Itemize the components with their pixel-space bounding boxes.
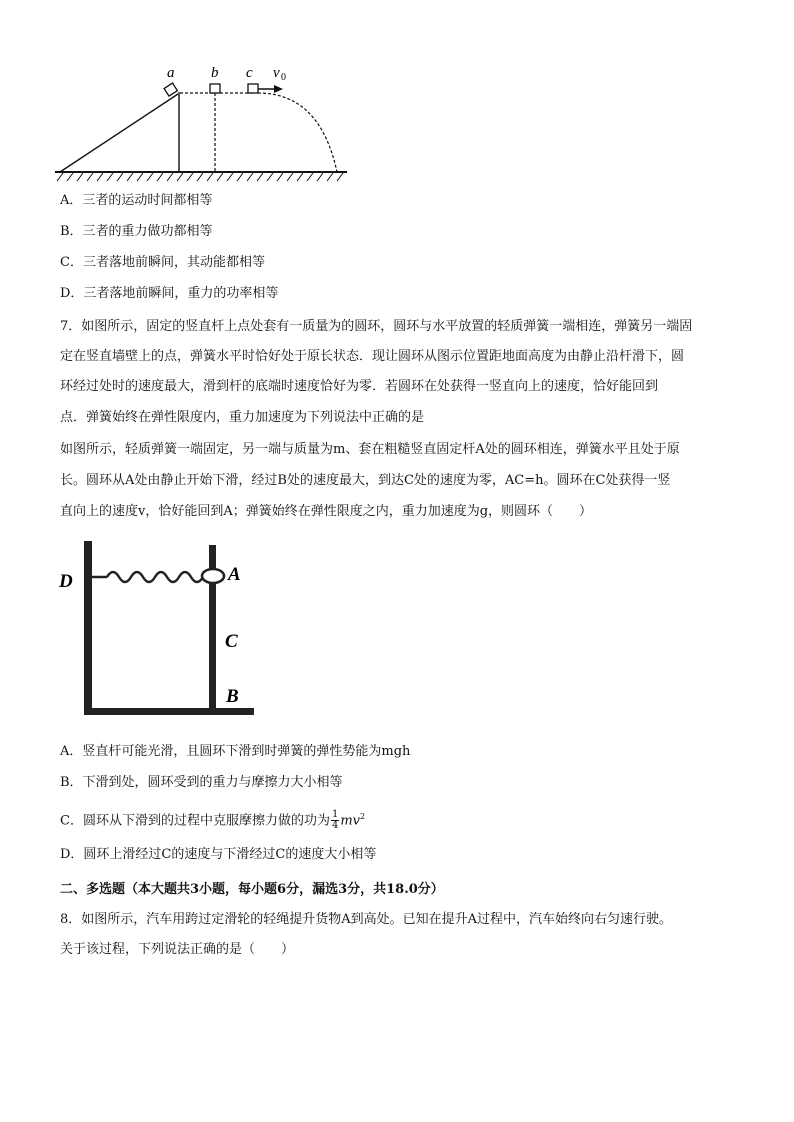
q7-stem-line-4: 点．弹簧始终在弹性限度内，重力加速度为下列说法中正确的是 [60, 410, 425, 425]
q7-option-a: A．竖直杆可能光滑，且圆环下滑到时弹簧的弹性势能为mgh [60, 744, 411, 759]
q7-option-c-expr: mv [340, 813, 360, 829]
q7-alt-line-1: 如图所示，轻质弹簧一端固定，另一端与质量为m、套在粗糙竖直固定杆A处的圆环相连，弹簧水平且处于原 [60, 442, 680, 457]
q7-option-c-text: C．圆环从下滑到的过程中克服摩擦力做的功为 [60, 813, 330, 829]
block-c [248, 84, 258, 93]
q7-stem-line-1: 7．如图所示，固定的竖直杆上点处套有一质量为的圆环，圆环与水平放置的轻质弹簧一端相连，弹簧另一端固 [60, 319, 693, 334]
q7-alt-line-2: 长。圆环从A处由静止开始下滑，经过B处的速度最大，到达C处的速度为零，AC=h。圆环在C处获得一竖 [60, 473, 671, 488]
fraction-numerator: 1 [331, 809, 339, 821]
q6-option-a: A．三者的运动时间都相等 [60, 193, 213, 208]
label-a: a [167, 65, 175, 81]
label-v-sub: 0 [281, 72, 286, 83]
fraction [331, 810, 339, 831]
ring-A [202, 569, 224, 583]
q6-option-d: D．三者落地前瞬间，重力的功率相等 [60, 286, 279, 301]
q6-option-c: C．三者落地前瞬间，其动能都相等 [60, 255, 265, 270]
incline-slope [60, 94, 178, 172]
figure-spring-ring-diagram [55, 535, 255, 725]
label-B: B [226, 686, 239, 707]
figure-projectile-diagram [55, 60, 355, 185]
spring [92, 572, 205, 582]
q7-option-d: D．圆环上滑经过C的速度与下滑经过C的速度大小相等 [60, 847, 377, 862]
section-2-title: 二、多选题（本大题共3小题，每小题6分，漏选3分，共18.0分） [60, 882, 444, 897]
q7-option-c [60, 808, 365, 831]
q7-option-c-exponent: 2 [360, 812, 366, 821]
block-a [164, 83, 177, 96]
q8-stem-line-1: 8．如图所示，汽车用跨过定滑轮的轻绳提升货物A到高处。已知在提升A过程中，汽车始终向右匀速行驶。 [60, 912, 673, 927]
floor [84, 708, 254, 715]
q6-option-b: B．三者的重力做功都相等 [60, 224, 213, 239]
label-A: A [228, 564, 241, 585]
wall-D [84, 541, 92, 715]
fraction-denominator: 4 [331, 820, 339, 832]
q8-stem-line-2: 关于该过程，下列说法正确的是（ ） [60, 942, 295, 957]
label-C: C [225, 631, 238, 652]
label-v: v [273, 65, 280, 81]
q7-option-b: B．下滑到处，圆环受到的重力与摩擦力大小相等 [60, 775, 343, 790]
label-c: c [246, 65, 253, 81]
label-D: D [59, 571, 73, 592]
q7-stem-line-3: 环经过处时的速度最大，滑到杆的底端时速度恰好为零．若圆环在处获得一竖直向上的速度，恰好能回到 [60, 379, 659, 394]
label-b: b [211, 65, 219, 81]
q7-stem-line-2: 定在竖直墙壁上的点，弹簧水平时恰好处于原长状态．现让圆环从图示位置距地面高度为由静止沿杆滑下，圆 [60, 349, 685, 364]
block-b [210, 84, 220, 93]
q7-alt-line-3: 直向上的速度v，恰好能回到A；弹簧始终在弹性限度之内，重力加速度为g，则圆环（ ） [60, 504, 593, 519]
